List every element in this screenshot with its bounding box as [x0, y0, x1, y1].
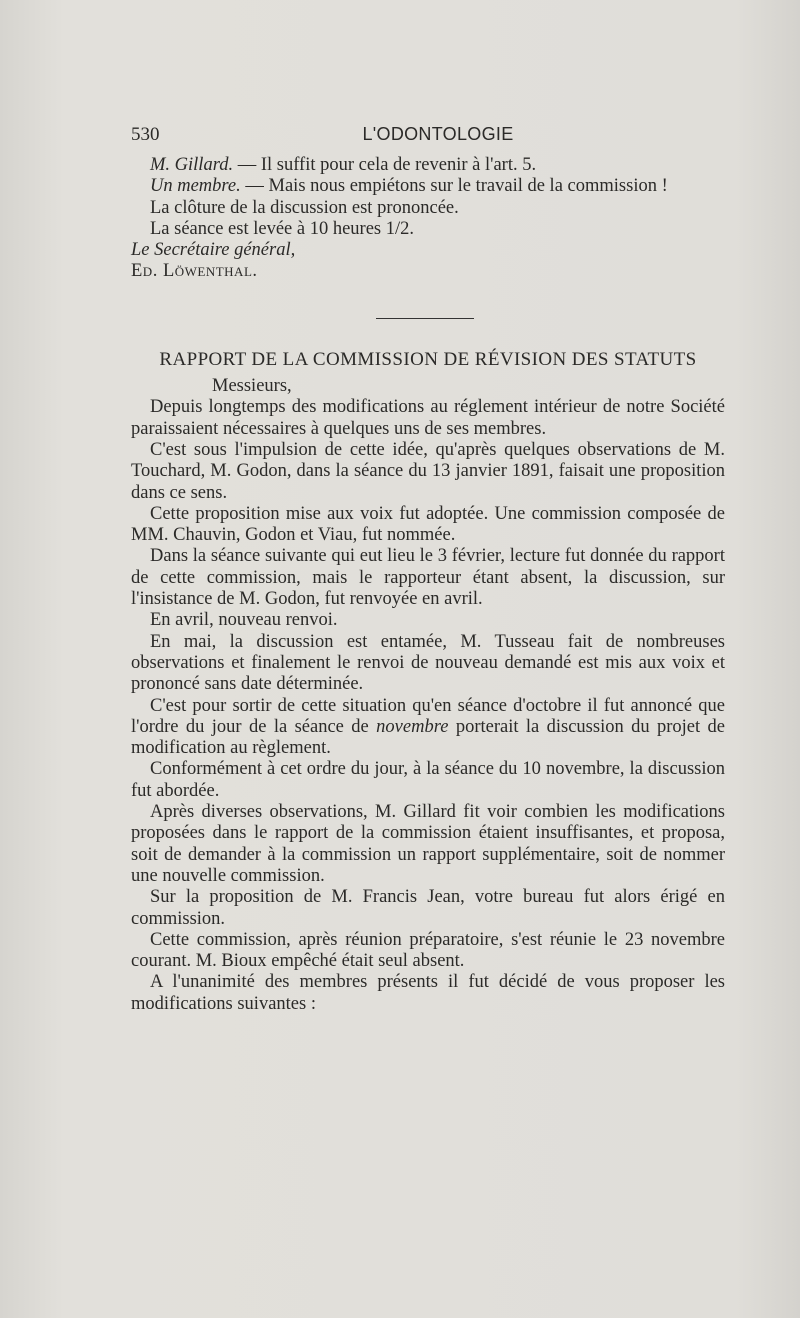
- paragraph-text: C'est pour sortir de cette situation qu'en séance d'octobre il fut annoncé que l'ordre du jour de la séance de: [131, 695, 725, 737]
- running-title: L'ODONTOLOGIE: [362, 124, 514, 144]
- paragraph: Dans la séance suivante qui eut lieu le 3 février, lecture fut donnée du rapport de cette commission, mais le rapporteur étant absent, la discussion, sur l'insistance de M. Godon, fut renvoyée en avril.: [131, 546, 725, 610]
- emphasis-text: novembre: [376, 716, 449, 737]
- speech-text: — Mais nous empiétons sur le travail de la commission !: [240, 176, 668, 197]
- discussion-line: [131, 155, 725, 176]
- section-title: RAPPORT DE LA COMMISSION DE RÉVISION DES STATUTS: [159, 348, 697, 370]
- speaker-name: M. Gillard.: [150, 155, 234, 175]
- running-header: [131, 124, 725, 150]
- paragraph: [131, 696, 725, 760]
- paragraph: Conformément à cet ordre du jour, à la séance du 10 novembre, la discussion fut abordée.: [131, 759, 725, 801]
- paragraph: En avril, nouveau renvoi.: [150, 610, 338, 631]
- signature-title: Le Secrétaire général,: [131, 240, 296, 261]
- body-text: [131, 155, 725, 1015]
- paragraph: Sur la proposition de M. Francis Jean, votre bureau fut alors érigé en commission.: [131, 887, 725, 929]
- paragraph: Cette proposition mise aux voix fut adoptée. Une commission composée de MM. Chauvin, Godon et Viau, fut nommée.: [131, 503, 725, 546]
- section-divider: [376, 318, 474, 319]
- paragraph: Cette commission, après réunion préparatoire, s'est réunie le 23 novembre courant. M. Bioux empêché était seul absent.: [131, 929, 725, 972]
- paragraph: Depuis longtemps des modifications au réglement intérieur de notre Société paraissaient nécessaires à quelques uns de ses membres.: [131, 397, 725, 439]
- closing-line: La clôture de la discussion est prononcée.: [150, 197, 459, 218]
- paragraph: C'est sous l'impulsion de cette idée, qu'après quelques observations de M. Touchard, M. Godon, dans la séance du 13 janvier 1891, faisait une proposition dans ce sens.: [131, 439, 725, 503]
- closing-line: La séance est levée à 10 heures 1/2.: [150, 218, 415, 239]
- paragraph: A l'unanimité des membres présents il fut décidé de vous proposer les modifications suivantes :: [131, 972, 725, 1014]
- speech-text: — Il suffit pour cela de revenir à l'art. 5.: [233, 155, 537, 175]
- signature-name: Ed. Löwenthal.: [131, 261, 258, 282]
- discussion-line: [131, 176, 725, 197]
- paragraph: En mai, la discussion est entamée, M. Tusseau fait de nombreuses observations et finalement le renvoi de nouveau demandé est mis aux voix et prononcé sans date déterminée.: [131, 631, 725, 695]
- paragraph-text: porterait la discussion du projet de modification au règlement.: [131, 716, 726, 759]
- speaker-name: Un membre.: [150, 176, 241, 197]
- page-number: 530: [131, 124, 160, 145]
- paragraph: Après diverses observations, M. Gillard fit voir combien les modifications proposées dans le rapport de la commission étaient insuffisantes, et proposa, soit de demander à la commission un rapport supplémentaire, soit de nommer une nouvelle commission.: [131, 802, 725, 886]
- salutation: Messieurs,: [212, 376, 292, 397]
